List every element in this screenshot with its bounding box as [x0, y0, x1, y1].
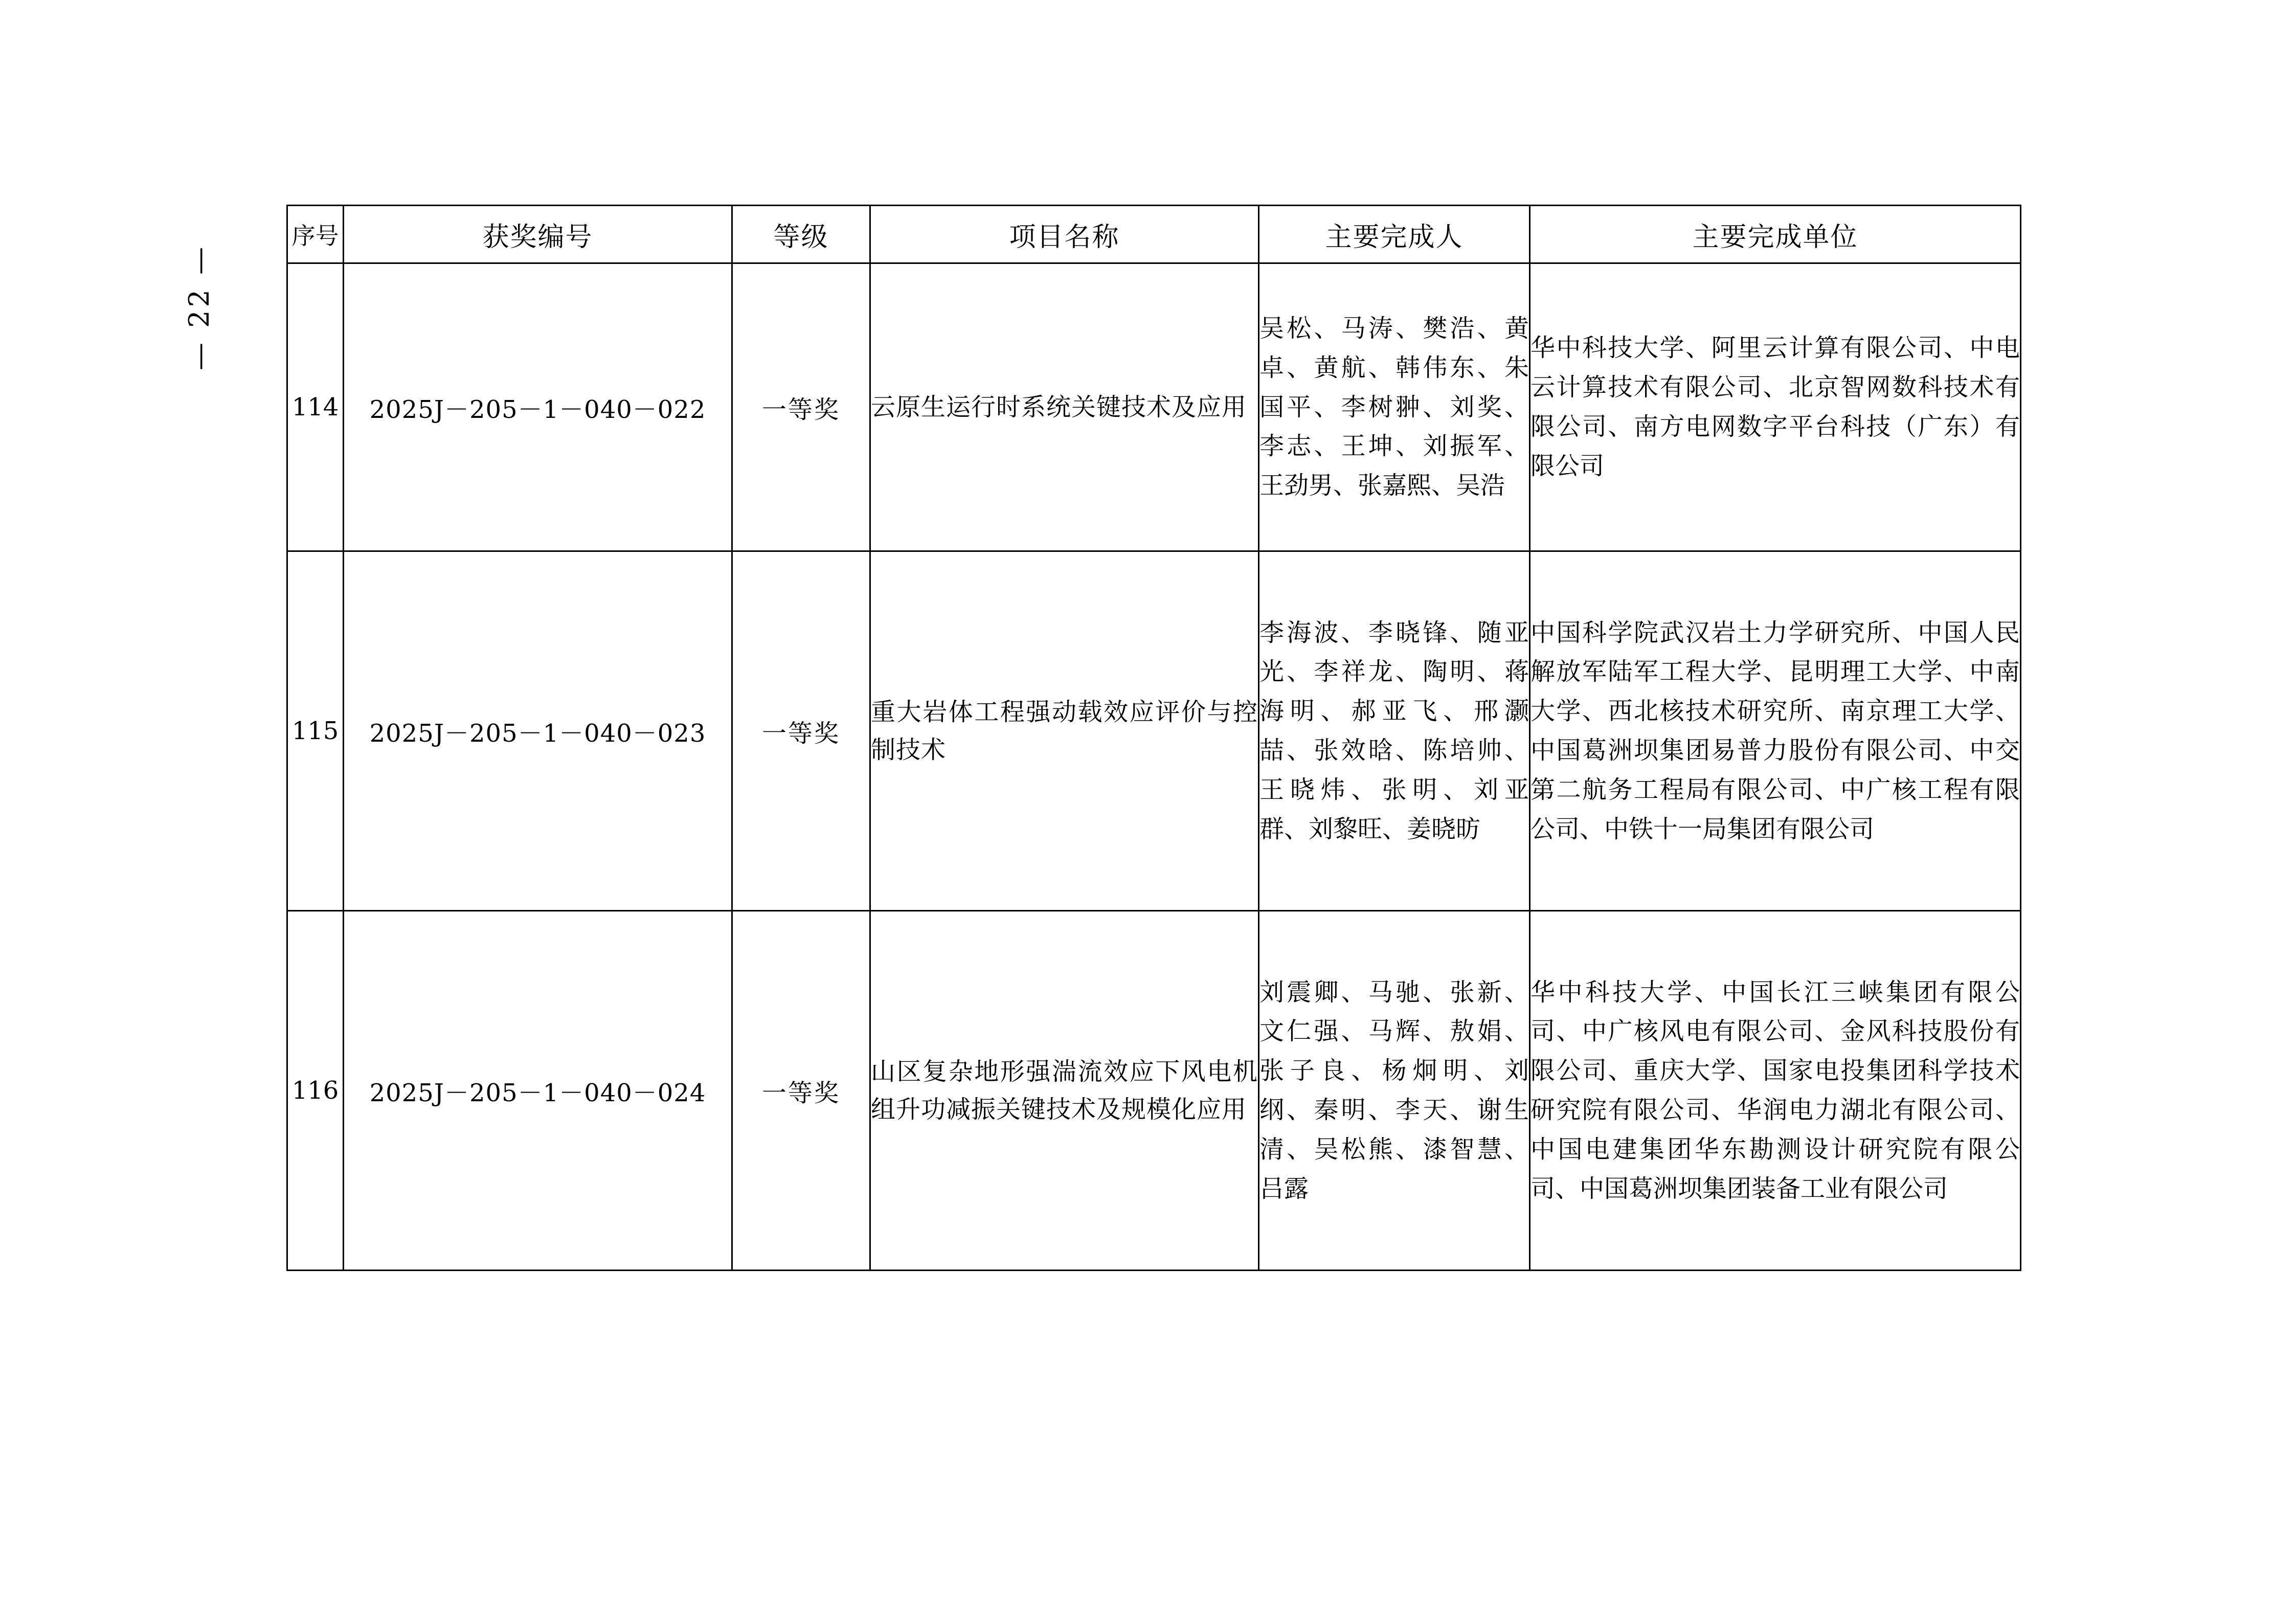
cell-project: 重大岩体工程强动载效应评价与控制技术: [870, 551, 1259, 911]
column-header-grade: 等级: [732, 206, 870, 263]
cell-people: 刘震卿、马驰、张新、文仁强、马辉、敖娟、张子良、杨炯明、刘纲、秦明、李天、谢生清、吴松熊、漆智慧、吕露: [1259, 911, 1530, 1271]
column-header-code: 获奖编号: [344, 206, 732, 263]
cell-people: 李海波、李晓锋、随亚光、李祥龙、陶明、蒋海明、郝亚飞、邢灏喆、张效晗、陈培帅、王晓炜、张明、刘亚群、刘黎旺、姜晓昉: [1259, 551, 1530, 911]
cell-seq: 116: [287, 911, 344, 1271]
table-header-row: [287, 206, 2021, 263]
table-row: [287, 263, 2021, 551]
cell-code: 2025J－205－1－040－024: [344, 911, 732, 1271]
cell-project: 山区复杂地形强湍流效应下风电机组升功减振关键技术及规模化应用: [870, 911, 1259, 1271]
table-body: [287, 263, 2021, 1271]
table-row: [287, 911, 2021, 1271]
cell-grade: 一等奖: [732, 911, 870, 1271]
cell-people: 吴松、马涛、樊浩、黄卓、黄航、韩伟东、朱国平、李树翀、刘奖、李志、王坤、刘振军、王劲男、张嘉熙、吴浩: [1259, 263, 1530, 551]
cell-units: 中国科学院武汉岩土力学研究所、中国人民解放军陆军工程大学、昆明理工大学、中南大学、西北核技术研究所、南京理工大学、中国葛洲坝集团易普力股份有限公司、中交第二航务工程局有限公司、中广核工程有限公司、中铁十一局集团有限公司: [1530, 551, 2021, 911]
cell-seq: 115: [287, 551, 344, 911]
award-table-container: [286, 205, 2020, 1271]
cell-units: 华中科技大学、中国长江三峡集团有限公司、中广核风电有限公司、金风科技股份有限公司、重庆大学、国家电投集团科学技术研究院有限公司、华润电力湖北有限公司、中国电建集团华东勘测设计研究院有限公司、中国葛洲坝集团装备工业有限公司: [1530, 911, 2021, 1271]
cell-seq: 114: [287, 263, 344, 551]
cell-grade: 一等奖: [732, 551, 870, 911]
column-header-people: 主要完成人: [1259, 206, 1530, 263]
cell-grade: 一等奖: [732, 263, 870, 551]
page-number: — 22 —: [183, 243, 216, 370]
page-number-container: [169, 230, 230, 384]
cell-project: 云原生运行时系统关键技术及应用: [870, 263, 1259, 551]
column-header-units: 主要完成单位: [1530, 206, 2021, 263]
cell-units: 华中科技大学、阿里云计算有限公司、中电云计算技术有限公司、北京智网数科技术有限公司、南方电网数字平台科技（广东）有限公司: [1530, 263, 2021, 551]
table-header: [287, 206, 2021, 263]
column-header-seq: 序号: [287, 206, 344, 263]
award-table: [286, 205, 2021, 1271]
column-header-project: 项目名称: [870, 206, 1259, 263]
cell-code: 2025J－205－1－040－023: [344, 551, 732, 911]
table-row: [287, 551, 2021, 911]
cell-code: 2025J－205－1－040－022: [344, 263, 732, 551]
